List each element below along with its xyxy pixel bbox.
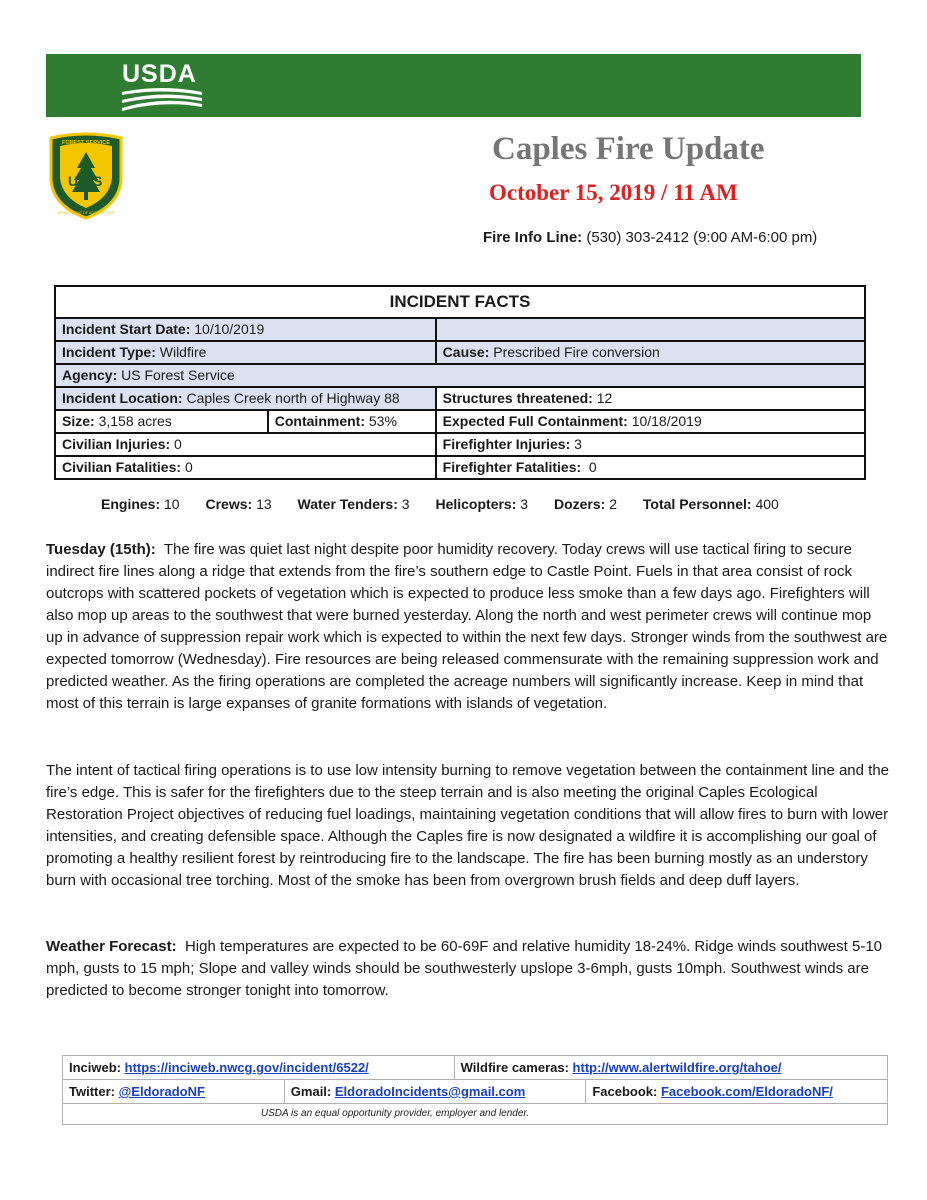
gmail-cell: Gmail: EldoradoIncidents@gmail.com <box>284 1080 586 1104</box>
page-title: Caples Fire Update <box>492 131 765 167</box>
incident-location-cell: Incident Location: Caples Creek north of Highway 88 <box>55 387 436 410</box>
tactical-firing-paragraph: The intent of tactical firing operations is to use low intensity burning to remove vegetation between the containment line and the fire’s edge. This is safer for the firefighters due to the steep terrain and is also meeting the original Caples Ecological Restoration Project objectives of reducing fuel loadings, maintaining vegetation conditions that will allow fires to burn with lower intensities, and creating defensible space. Although the Caples fire is now designated a wildfire it is accomplishing our goal of promoting a healthy resilient forest by reintroducing fire to the landscape. The fire has been burning mostly as an understory burn with occasional tree torching. Most of the smoke has been from overgrown brush fields and deep duff layers. <box>46 762 890 889</box>
shield-top-text: FOREST SERVICE <box>62 140 110 146</box>
usda-logo-text: USDA <box>122 60 197 88</box>
empty-cell <box>436 318 865 341</box>
size-cell: Size: 3,158 acres <box>55 410 268 433</box>
weather-forecast-paragraph: Weather Forecast: High temperatures are expected to be 60-69F and relative humidity 18-24%. Ridge winds southwest 5-10 mph, gusts to 15 mph; Slope and valley winds should be southwesterly upslope 3-6mph, gusts 10mph. Southwest winds are predicted to become stronger tonight into tomorrow. <box>46 938 883 999</box>
wildfire-cameras-cell: Wildfire cameras: http://www.alertwildfire.org/tahoe/ <box>454 1056 887 1080</box>
weather-label: Weather Forecast: <box>46 938 177 955</box>
agency-cell: Agency: US Forest Service <box>55 364 865 387</box>
shield-bottom-text: DEPARTMENT OF AGRICULTURE <box>57 211 115 215</box>
structures-threatened-cell: Structures threatened: 12 <box>436 387 865 410</box>
contact-footer-table <box>62 1055 888 1125</box>
incident-facts-heading: INCIDENT FACTS <box>55 286 865 318</box>
fire-info-value: (530) 303-2412 (9:00 AM-6:00 pm) <box>586 229 818 246</box>
inciweb-cell: Inciweb: https://inciweb.nwcg.gov/incident/6522/ <box>63 1056 455 1080</box>
equal-opportunity-text: USDA is an equal opportunity provider, employer and lender. <box>260 1108 530 1119</box>
twitter-link[interactable]: @EldoradoNF <box>118 1084 205 1099</box>
resource-water-tenders: Water Tenders: 3 <box>297 496 410 512</box>
update-date: October 15, 2019 / 11 AM <box>489 180 738 205</box>
tuesday-update-paragraph: Tuesday (15th): The fire was quiet last night despite poor humidity recovery. Today crews will use tactical firing to secure indirect fire lines along a ridge that extends from the fire’s southern edge to Castle Point. Fuels in that area consist of rock outcrops with scattered pockets of vegetation which is expected to produce less smoke than a few days ago. Firefighters will also mop up areas to the southwest that were burned yesterday. Along the north and west perimeter crews will continue mop up in advance of suppression repair work which is expected to within the next few days. Stronger winds from the southwest are expected tomorrow (Wednesday). Fire resources are being released commensurate with the remaining suppression work and predicted weather. As the firing operations are completed the acreage numbers will significantly increase. Keep in mind that most of this terrain is large expanses of granite formations with islands of vegetation. <box>46 541 888 712</box>
fire-info-line <box>483 229 817 246</box>
start-date-cell: Incident Start Date: 10/10/2019 <box>55 318 436 341</box>
wildfire-cameras-link[interactable]: http://www.alertwildfire.org/tahoe/ <box>572 1060 782 1075</box>
firefighter-fatalities-cell: Firefighter Fatalities: 0 <box>436 456 865 479</box>
containment-cell: Containment: 53% <box>268 410 436 433</box>
resource-total-personnel: Total Personnel: 400 <box>642 496 779 512</box>
equal-opportunity-cell <box>63 1104 888 1125</box>
forest-service-shield-icon <box>46 132 126 220</box>
civilian-injuries-cell: Civilian Injuries: 0 <box>55 433 436 456</box>
resource-dozers: Dozers: 2 <box>553 496 618 512</box>
cause-cell: Cause: Prescribed Fire conversion <box>436 341 865 364</box>
expected-containment-cell: Expected Full Containment: 10/18/2019 <box>436 410 865 433</box>
shield-letter-u: U <box>68 173 79 189</box>
shield-letter-s: S <box>93 173 103 189</box>
incident-type-cell: Incident Type: Wildfire <box>55 341 436 364</box>
resource-engines: Engines: 10 <box>101 496 180 512</box>
fire-info-label: Fire Info Line: <box>483 229 583 246</box>
inciweb-link[interactable]: https://inciweb.nwcg.gov/incident/6522/ <box>124 1060 369 1075</box>
facebook-cell: Facebook: Facebook.com/EldoradoNF/ <box>586 1080 888 1104</box>
facebook-link[interactable]: Facebook.com/EldoradoNF/ <box>660 1084 833 1099</box>
usda-logo-swoosh-icon <box>122 86 202 112</box>
twitter-cell: Twitter: @EldoradoNF <box>63 1080 285 1104</box>
resources-summary <box>101 496 801 512</box>
incident-facts-table <box>54 285 866 480</box>
tuesday-label: Tuesday (15th): <box>46 541 156 558</box>
firefighter-injuries-cell: Firefighter Injuries: 3 <box>436 433 865 456</box>
resource-crews: Crews: 13 <box>205 496 272 512</box>
gmail-link[interactable]: EldoradoIncidents@gmail.com <box>334 1084 526 1099</box>
civilian-fatalities-cell: Civilian Fatalities: 0 <box>55 456 436 479</box>
resource-helicopters: Helicopters: 3 <box>435 496 529 512</box>
usda-logo <box>122 60 204 112</box>
